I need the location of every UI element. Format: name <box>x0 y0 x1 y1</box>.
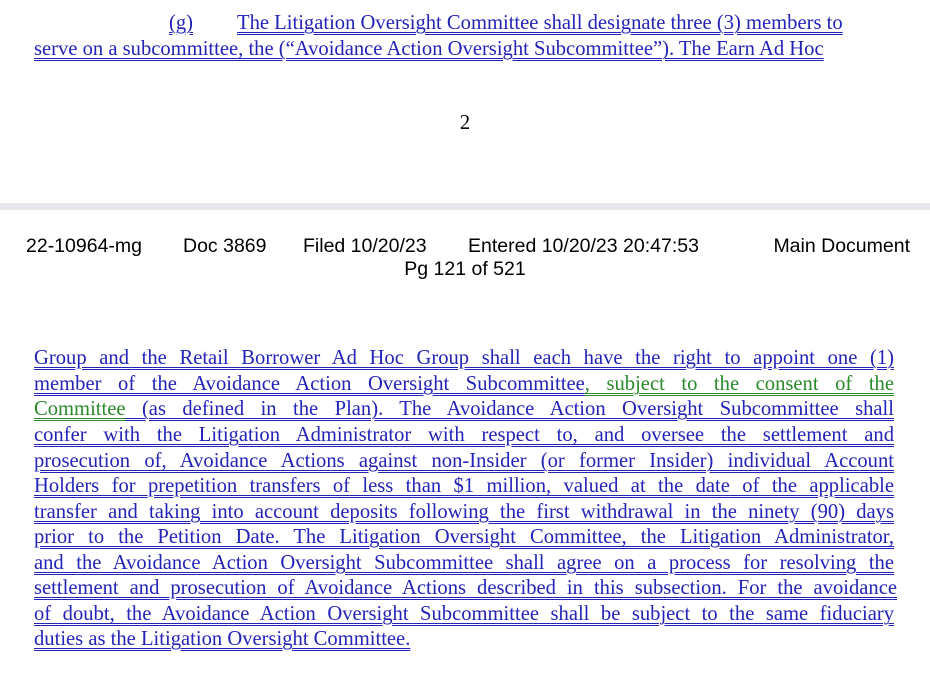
body-line: settlement and prosecution of Avoidance Actions described in this subsection. For the avoidance <box>34 577 897 599</box>
inserted-text: Committee <box>34 398 126 420</box>
inserted-text: , subject to the consent of the <box>584 373 894 395</box>
paragraph-g-text-cont: serve on a subcommittee, the (“Avoidance Action Oversight Subcommittee”). The Earn Ad Hoc <box>34 38 824 60</box>
body-line: transfer and taking into account deposits following the first withdrawal in the ninety (90) days <box>34 501 894 523</box>
entered-date: Entered 10/20/23 20:47:53 <box>468 235 699 257</box>
paragraph-g-text: The Litigation Oversight Committee shall designate three (3) members to <box>237 12 843 34</box>
doc-number: Doc 3869 <box>183 235 267 257</box>
linked-text: (as defined in the Plan). The Avoidance Action Oversight Subcommittee shall <box>125 398 894 420</box>
filed-date: Filed 10/20/23 <box>303 235 427 257</box>
paragraph-label: (g) <box>169 12 194 34</box>
paragraph-g-first-line <box>169 12 843 35</box>
body-line: of doubt, the Avoidance Action Oversight Subcommittee shall be subject to the same fiduciary <box>34 603 894 625</box>
body-line <box>34 398 894 421</box>
body-line: Group and the Retail Borrower Ad Hoc Group shall each have the right to appoint one (1) <box>34 347 894 369</box>
document-type: Main Document <box>773 235 910 257</box>
filing-header <box>26 234 910 258</box>
case-number: 22-10964-mg <box>26 235 142 257</box>
page-info: Pg 121 of 521 <box>404 258 526 280</box>
paragraph-g-second-line <box>34 38 824 61</box>
page-number: 2 <box>459 112 471 134</box>
body-line <box>34 373 894 396</box>
body-line: Holders for prepetition transfers of less than $1 million, valued at the date of the applicable <box>34 475 894 497</box>
page-separator <box>0 203 930 210</box>
body-line: and the Avoidance Action Oversight Subcommittee shall agree on a process for resolving the <box>34 552 894 574</box>
body-line-last: duties as the Litigation Oversight Committee. <box>34 628 411 650</box>
previous-page <box>0 0 930 203</box>
body-line: prior to the Petition Date. The Litigation Oversight Committee, the Litigation Administrator, <box>34 526 894 548</box>
linked-text: member of the Avoidance Action Oversight Subcommittee <box>34 373 585 395</box>
body-line: confer with the Litigation Administrator with respect to, and oversee the settlement and <box>34 424 894 446</box>
body-line: prosecution of, Avoidance Actions against non-Insider (or former Insider) individual Account <box>34 450 894 472</box>
